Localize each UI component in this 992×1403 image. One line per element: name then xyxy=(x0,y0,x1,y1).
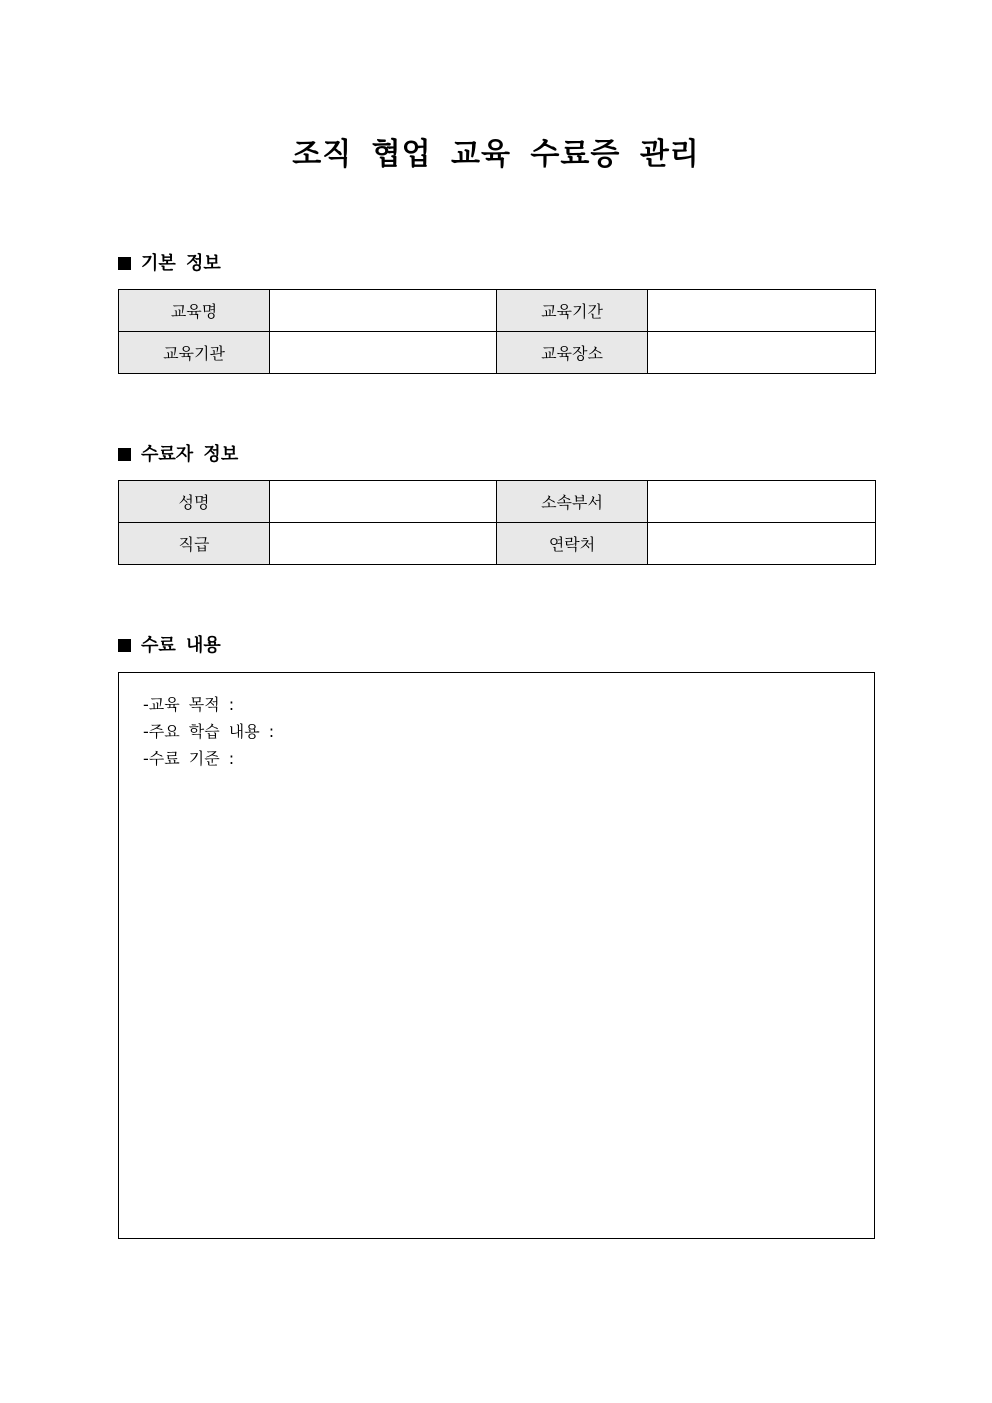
completion-content-lines xyxy=(143,691,274,772)
main-learning-content-line: -주요 학습 내용 : xyxy=(143,722,275,741)
department-label: 소속부서 xyxy=(497,481,648,523)
basic-info-heading-text: 기본 정보 xyxy=(141,253,221,274)
course-purpose-line: -교육 목적 : xyxy=(143,695,235,714)
contact-field[interactable] xyxy=(648,523,876,565)
name-field[interactable] xyxy=(270,481,497,523)
course-name-label: 교육명 xyxy=(119,290,270,332)
completion-content-heading-text: 수료 내용 xyxy=(141,635,221,656)
table-row xyxy=(119,523,876,565)
trainee-info-table xyxy=(118,480,876,565)
department-field[interactable] xyxy=(648,481,876,523)
completion-criteria-line: -수료 기준 : xyxy=(143,749,235,768)
course-period-field[interactable] xyxy=(648,290,876,332)
square-bullet-icon xyxy=(118,448,131,461)
name-label: 성명 xyxy=(119,481,270,523)
table-row xyxy=(119,332,876,374)
table-row xyxy=(119,290,876,332)
location-label: 교육장소 xyxy=(497,332,648,374)
basic-info-table xyxy=(118,289,876,374)
trainee-info-heading-text: 수료자 정보 xyxy=(141,444,239,465)
table-row xyxy=(119,481,876,523)
course-name-field[interactable] xyxy=(270,290,497,332)
trainee-info-heading xyxy=(118,443,238,467)
course-period-label: 교육기간 xyxy=(497,290,648,332)
institution-label: 교육기관 xyxy=(119,332,270,374)
completion-content-heading xyxy=(118,634,221,658)
location-field[interactable] xyxy=(648,332,876,374)
institution-field[interactable] xyxy=(270,332,497,374)
position-field[interactable] xyxy=(270,523,497,565)
completion-content-box[interactable] xyxy=(118,672,875,1239)
position-label: 직급 xyxy=(119,523,270,565)
contact-label: 연락처 xyxy=(497,523,648,565)
square-bullet-icon xyxy=(118,257,131,270)
basic-info-heading xyxy=(118,252,221,276)
page-title: 조직 협업 교육 수료증 관리 xyxy=(292,137,700,172)
square-bullet-icon xyxy=(118,639,131,652)
